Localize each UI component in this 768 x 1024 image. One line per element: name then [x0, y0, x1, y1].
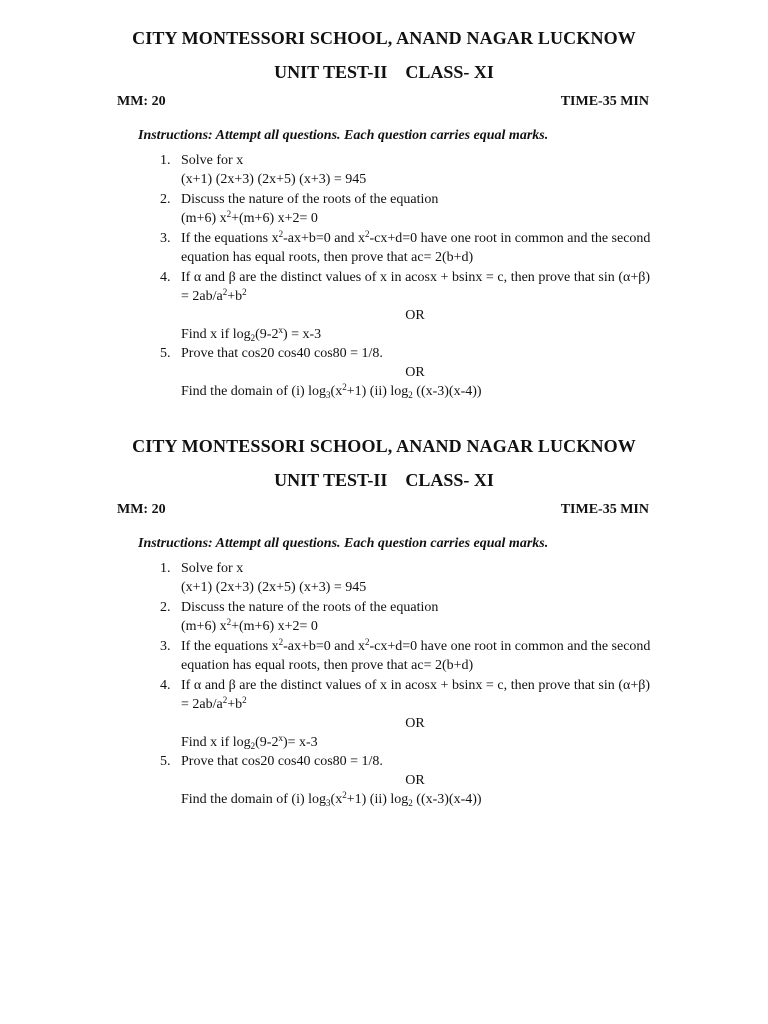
question-text: equation has equal roots, then prove that ac= 2(b+d) — [181, 250, 474, 265]
max-marks: MM: 20 — [117, 502, 166, 517]
question-5 — [0, 754, 768, 773]
question-5-or — [0, 365, 768, 384]
question-5-alternative — [0, 384, 768, 403]
equation-text: (m+6) $x^2+(m+6)$ x+2= 0 — [181, 617, 318, 634]
question-4-or — [0, 716, 768, 735]
instructions: Instructions: Attempt all questions. Each question carries equal marks. — [138, 536, 549, 551]
question-3-continued — [0, 250, 768, 269]
question-5-alternative — [0, 792, 768, 811]
question-4-continued — [0, 289, 768, 308]
question-text: If the equations $x^2-ax+b=0$ and $x^2-cx+d=0$ have one root in common and the second — [181, 229, 651, 246]
question-2 — [0, 192, 768, 211]
equation-text: (x+1) (2x+3) (2x+5) (x+3) = 945 — [181, 580, 367, 595]
question-1-equation — [0, 172, 768, 191]
question-text: Discuss the nature of the roots of the equation — [181, 192, 439, 207]
question-2-equation — [0, 211, 768, 230]
question-number: 3. — [160, 231, 171, 246]
school-name: CITY MONTESSORI SCHOOL, ANAND NAGAR LUCKNOW — [132, 436, 636, 456]
question-text: Solve for x — [181, 153, 244, 168]
question-text: Find the domain of (i) $\log_3(x^2+1)$ (ii) $\log_2 ((x-3)(x-4))$ — [181, 790, 482, 808]
question-number: 3. — [160, 639, 171, 654]
test-paper-bottom — [0, 436, 768, 836]
unit-test-title: UNIT TEST-II CLASS- XI — [274, 62, 494, 82]
equation-text: (m+6) $x^2+(m+6)$ x+2= 0 — [181, 209, 318, 226]
question-text: If α and β are the distinct values of x in acosx + bsinx = c, then prove that sin (α+β) — [181, 678, 650, 693]
question-4-or — [0, 308, 768, 327]
question-text: equation has equal roots, then prove that ac= 2(b+d) — [181, 658, 474, 673]
question-5-or — [0, 773, 768, 792]
question-4-alternative — [0, 327, 768, 346]
question-4-continued — [0, 697, 768, 716]
question-1 — [0, 153, 768, 172]
question-text: Solve for x — [181, 561, 244, 576]
question-text: Prove that cos20 cos40 cos80 = 1/8. — [181, 346, 383, 361]
question-3 — [0, 231, 768, 250]
question-2-equation — [0, 619, 768, 638]
equation-text: (x+1) (2x+3) (2x+5) (x+3) = 945 — [181, 172, 367, 187]
question-number: 4. — [160, 270, 171, 285]
max-marks: MM: 20 — [117, 94, 166, 109]
question-text: Discuss the nature of the roots of the equation — [181, 600, 439, 615]
question-number: 5. — [160, 754, 171, 769]
question-number: 5. — [160, 346, 171, 361]
or-separator: OR — [405, 365, 425, 380]
question-5 — [0, 346, 768, 365]
question-number: 2. — [160, 192, 171, 207]
question-4 — [0, 678, 768, 697]
question-text: = $2ab/a^2+b^2$ — [181, 695, 247, 712]
question-number: 1. — [160, 153, 171, 168]
question-number: 2. — [160, 600, 171, 615]
question-4 — [0, 270, 768, 289]
question-2 — [0, 600, 768, 619]
or-separator: OR — [405, 716, 425, 731]
or-separator: OR — [405, 773, 425, 788]
school-name: CITY MONTESSORI SCHOOL, ANAND NAGAR LUCKNOW — [132, 28, 636, 48]
question-text: Find x if $\log_2(9-2^x) = x-3$ — [181, 325, 322, 343]
question-4-alternative — [0, 735, 768, 754]
question-3 — [0, 639, 768, 658]
question-number: 4. — [160, 678, 171, 693]
question-text: If α and β are the distinct values of x in acosx + bsinx = c, then prove that sin (α+β) — [181, 270, 650, 285]
unit-test-title: UNIT TEST-II CLASS- XI — [274, 470, 494, 490]
question-text: Find x if $\log_2(9-2^x)= x-3$ — [181, 733, 318, 751]
instructions: Instructions: Attempt all questions. Each question carries equal marks. — [138, 128, 549, 143]
test-paper-top — [0, 28, 768, 428]
question-number: 1. — [160, 561, 171, 576]
question-1 — [0, 561, 768, 580]
or-separator: OR — [405, 308, 425, 323]
time-limit: TIME-35 MIN — [560, 502, 649, 517]
question-1-equation — [0, 580, 768, 599]
question-text: Find the domain of (i) $\log_3(x^2+1)$ (ii) $\log_2 ((x-3)(x-4))$ — [181, 382, 482, 400]
question-text: Prove that cos20 cos40 cos80 = 1/8. — [181, 754, 383, 769]
question-3-continued — [0, 658, 768, 677]
question-text: If the equations $x^2-ax+b=0$ and $x^2-cx+d=0$ have one root in common and the second — [181, 637, 651, 654]
time-limit: TIME-35 MIN — [560, 94, 649, 109]
question-text: = $2ab/a^2+b^2$ — [181, 287, 247, 304]
